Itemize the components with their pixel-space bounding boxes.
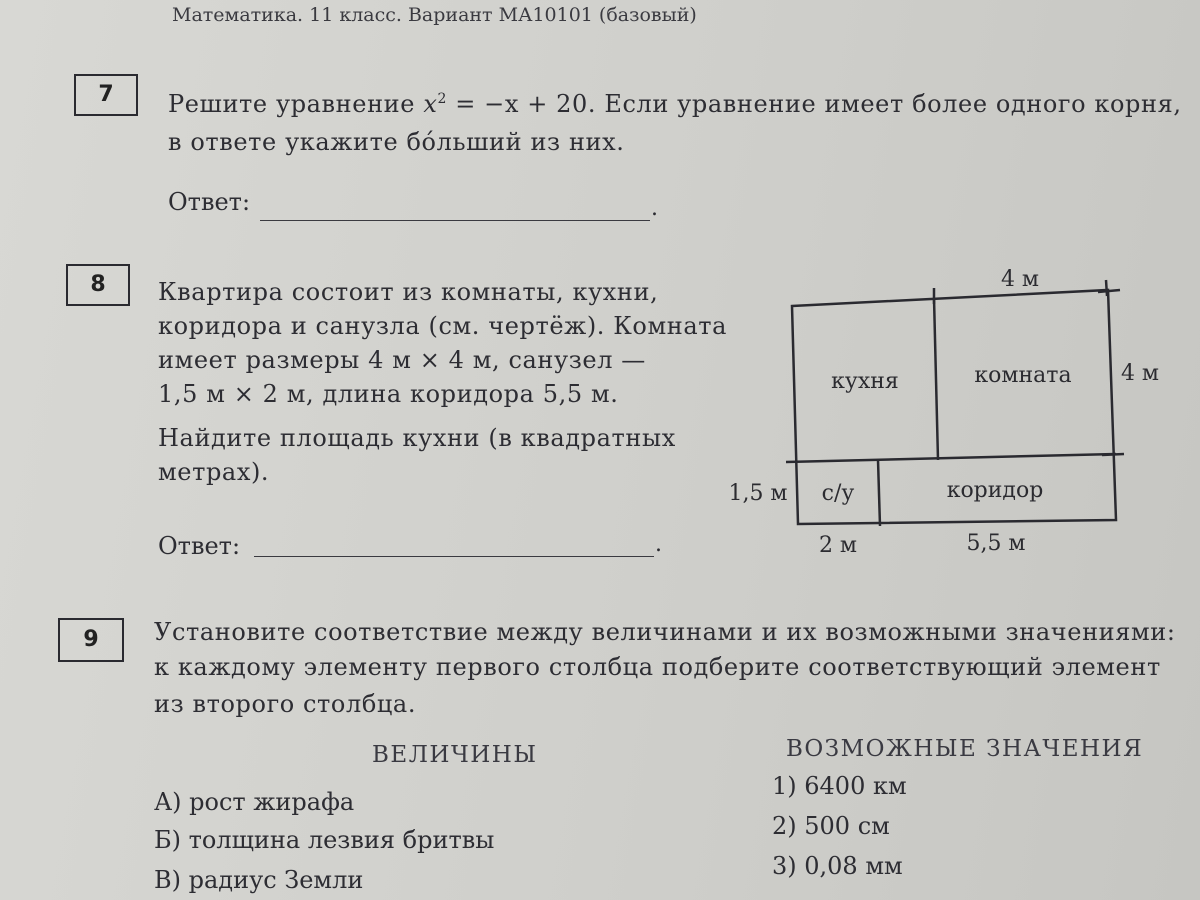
right-item-2: 2) 500 см bbox=[772, 812, 890, 840]
corridor-length-label: 5,5 м bbox=[966, 531, 1026, 556]
question-9-number: 9 bbox=[58, 618, 124, 662]
question-8-answer-field[interactable] bbox=[254, 530, 654, 557]
bathroom-height-label: 1,5 м bbox=[728, 481, 788, 506]
top-width-label: 4 м bbox=[1000, 267, 1040, 292]
left-item-a: А) рост жирафа bbox=[154, 788, 355, 816]
corridor-label: коридор bbox=[946, 478, 1044, 503]
question-9-line-3: из второго столбца. bbox=[154, 690, 417, 718]
question-7-text-after: . Если уравнение имеет более одного корня, bbox=[587, 90, 1182, 118]
page-header: Математика. 11 класс. Вариант МА10101 (базовый) bbox=[172, 4, 697, 26]
question-7-text-before: Решите уравнение bbox=[168, 90, 424, 118]
question-7-line-2: в ответе укажите бóльший из них. bbox=[168, 128, 625, 156]
question-7-number: 7 bbox=[74, 74, 138, 116]
left-column-header: ВЕЛИЧИНЫ bbox=[372, 742, 538, 768]
question-8-line-5: Найдите площадь кухни (в квадратных bbox=[158, 424, 676, 452]
question-8-line-1: Квартира состоит из комнаты, кухни, bbox=[158, 278, 659, 306]
kitchen-label: кухня bbox=[831, 369, 899, 394]
question-9-line-2: к каждому элементу первого столбца подберите соответствующий элемент bbox=[154, 653, 1161, 681]
right-height-label: 4 м bbox=[1120, 361, 1160, 386]
question-8-number: 8 bbox=[66, 264, 130, 306]
left-item-c: В) радиус Земли bbox=[154, 866, 364, 894]
equation-variable: x bbox=[423, 90, 438, 118]
question-8-line-2: коридора и санузла (см. чертёж). Комната bbox=[158, 312, 728, 340]
question-8-line-3: имеет размеры 4 м × 4 м, санузел — bbox=[158, 346, 646, 374]
question-8-answer-label: Ответ: bbox=[158, 532, 241, 560]
right-dimension-tick-bottom bbox=[1102, 454, 1124, 455]
equation-exponent: 2 bbox=[437, 91, 447, 107]
question-8-line-6: метрах). bbox=[158, 458, 270, 486]
room-label: комната bbox=[974, 363, 1072, 388]
left-item-b: Б) толщина лезвия бритвы bbox=[154, 826, 495, 854]
bathroom-width-label: 2 м bbox=[818, 533, 858, 558]
right-column-header: ВОЗМОЖНЫЕ ЗНАЧЕНИЯ bbox=[786, 736, 1144, 762]
kitchen-room-wall bbox=[934, 298, 938, 460]
question-7-answer-field[interactable] bbox=[260, 194, 650, 221]
question-7-line-1 bbox=[168, 90, 1182, 118]
question-7-answer-label: Ответ: bbox=[168, 188, 251, 216]
question-8-line-4: 1,5 м × 2 м, длина коридора 5,5 м. bbox=[158, 380, 619, 408]
question-9-line-1: Установите соответствие между величинами и их возможными значениями: bbox=[154, 618, 1176, 646]
apartment-outline bbox=[792, 290, 1116, 524]
right-item-1: 1) 6400 км bbox=[772, 772, 907, 800]
top-dimension-tick-right bbox=[1106, 280, 1107, 296]
question-7-answer-period: . bbox=[651, 196, 658, 221]
right-dimension-tick-top bbox=[1098, 290, 1120, 292]
bathroom-corridor-wall bbox=[878, 460, 880, 526]
bathroom-label: с/у bbox=[821, 481, 855, 506]
right-item-3: 3) 0,08 мм bbox=[772, 852, 903, 880]
question-8-answer-period: . bbox=[655, 532, 662, 557]
horizontal-wall bbox=[786, 454, 1116, 462]
equation-rest: = −x + 20 bbox=[446, 90, 588, 118]
